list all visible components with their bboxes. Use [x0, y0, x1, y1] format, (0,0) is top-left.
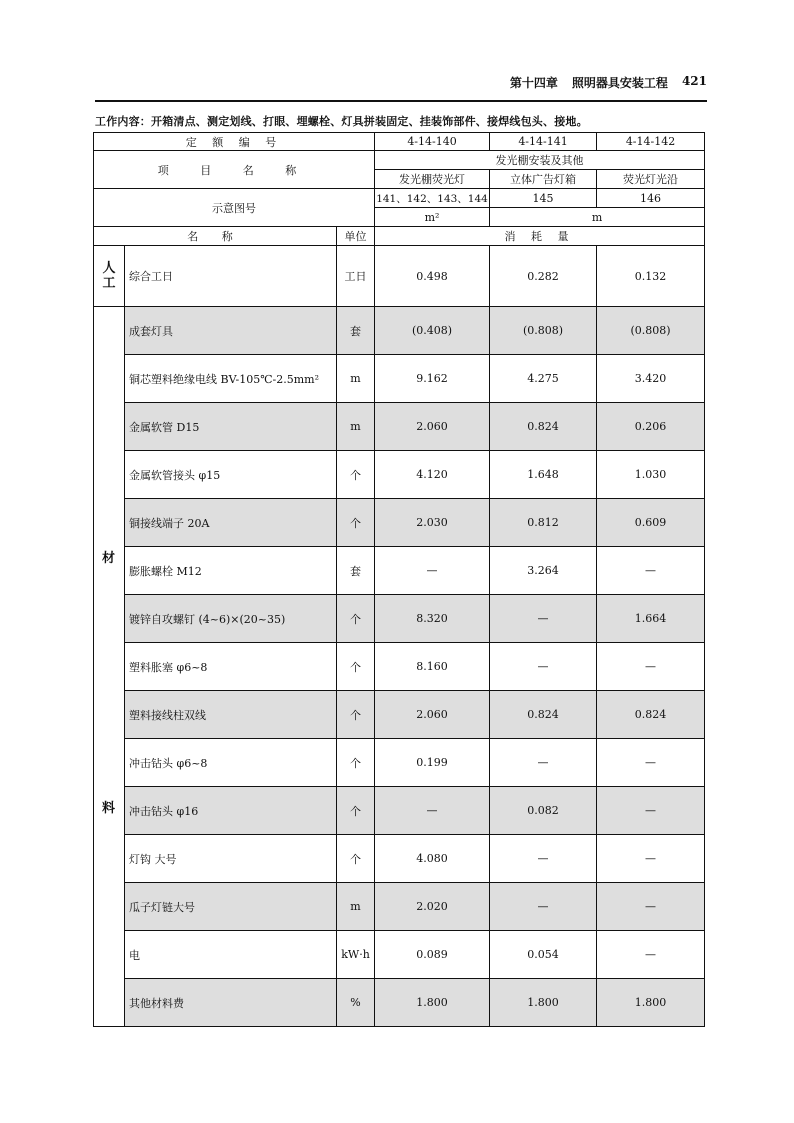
material-row [94, 931, 705, 979]
row-unit: 个 [337, 739, 375, 787]
row-value: 8.160 [375, 643, 490, 691]
row-name: 金属软管 D15 [125, 403, 337, 451]
row-value: 2.030 [375, 499, 490, 547]
row-value: 0.824 [490, 403, 597, 451]
material-row [94, 835, 705, 883]
row-value: 0.609 [597, 499, 705, 547]
row-value: 9.162 [375, 355, 490, 403]
row-name: 综合工日 [125, 246, 337, 307]
row-value: — [597, 835, 705, 883]
row-value: 1.664 [597, 595, 705, 643]
row-value: 3.264 [490, 547, 597, 595]
consumption-header: 消 耗 量 [375, 227, 705, 246]
diagram-label: 示意图号 [94, 189, 375, 227]
unit-value: m [490, 208, 705, 227]
row-name: 其他材料费 [125, 979, 337, 1027]
row-value: (0.808) [490, 307, 597, 355]
row-name: 膨胀螺栓 M12 [125, 547, 337, 595]
row-value: (0.808) [597, 307, 705, 355]
row-value: 0.282 [490, 246, 597, 307]
row-unit: 个 [337, 643, 375, 691]
row-value: — [490, 595, 597, 643]
material-category [94, 307, 125, 1027]
row-value: 1.800 [375, 979, 490, 1027]
quota-code: 4-14-141 [490, 133, 597, 151]
group-title-row [94, 151, 705, 170]
row-name: 冲击钻头 φ6~8 [125, 739, 337, 787]
category-char: 材 [102, 551, 116, 566]
row-unit: m [337, 883, 375, 931]
row-name: 电 [125, 931, 337, 979]
row-value: — [597, 931, 705, 979]
item-name: 发光棚荧光灯 [375, 170, 490, 189]
row-value: 0.089 [375, 931, 490, 979]
row-value: 0.824 [490, 691, 597, 739]
diagram-number: 141、142、143、144 [375, 189, 490, 208]
row-value: — [375, 547, 490, 595]
row-value: 3.420 [597, 355, 705, 403]
material-row [94, 547, 705, 595]
row-value: 4.120 [375, 451, 490, 499]
section-title: 照明器具安装工程 [571, 76, 668, 90]
material-row [94, 307, 705, 355]
row-unit: 套 [337, 307, 375, 355]
row-name: 金属软管接头 φ15 [125, 451, 337, 499]
row-name: 灯钩 大号 [125, 835, 337, 883]
row-value: 0.199 [375, 739, 490, 787]
material-row [94, 883, 705, 931]
diagram-number: 146 [597, 189, 705, 208]
row-value: 1.800 [490, 979, 597, 1027]
row-unit: m [337, 403, 375, 451]
quota-table [93, 132, 705, 1027]
row-value: 1.030 [597, 451, 705, 499]
row-name: 塑料胀塞 φ6~8 [125, 643, 337, 691]
material-row [94, 787, 705, 835]
row-value: — [597, 643, 705, 691]
item-name-label: 项 目 名 称 [94, 151, 375, 189]
diagram-number: 145 [490, 189, 597, 208]
row-unit: 个 [337, 595, 375, 643]
unit-column-header: 单位 [337, 227, 375, 246]
material-row [94, 499, 705, 547]
item-name: 荧光灯光沿 [597, 170, 705, 189]
material-row [94, 979, 705, 1027]
row-unit: 个 [337, 835, 375, 883]
row-value: 4.275 [490, 355, 597, 403]
category-char: 工 [102, 276, 116, 291]
row-value: 0.206 [597, 403, 705, 451]
row-unit: 工日 [337, 246, 375, 307]
row-value: — [490, 643, 597, 691]
row-value: 0.824 [597, 691, 705, 739]
row-value: 8.320 [375, 595, 490, 643]
page-header [95, 74, 707, 102]
row-value: 1.648 [490, 451, 597, 499]
row-unit: kW·h [337, 931, 375, 979]
material-row [94, 691, 705, 739]
row-value: 1.800 [597, 979, 705, 1027]
row-name: 铜接线端子 20A [125, 499, 337, 547]
material-row [94, 355, 705, 403]
quota-code: 4-14-140 [375, 133, 490, 151]
row-name: 瓜子灯链大号 [125, 883, 337, 931]
labor-category [94, 246, 125, 307]
material-row [94, 403, 705, 451]
row-value: (0.408) [375, 307, 490, 355]
row-value: — [375, 787, 490, 835]
quota-code: 4-14-142 [597, 133, 705, 151]
row-value: 0.132 [597, 246, 705, 307]
material-row [94, 451, 705, 499]
row-name: 成套灯具 [125, 307, 337, 355]
row-unit: 个 [337, 451, 375, 499]
row-name: 塑料接线柱双线 [125, 691, 337, 739]
row-unit: % [337, 979, 375, 1027]
page-number: 421 [681, 74, 707, 88]
name-column-header: 名 称 [94, 227, 337, 246]
row-value: — [490, 883, 597, 931]
row-value: 2.060 [375, 691, 490, 739]
quota-code-row [94, 133, 705, 151]
row-unit: 个 [337, 691, 375, 739]
row-value: 0.498 [375, 246, 490, 307]
row-value: — [597, 883, 705, 931]
row-name: 铜芯塑料绝缘电线 BV-105℃-2.5mm² [125, 355, 337, 403]
row-value: 2.020 [375, 883, 490, 931]
row-unit: m [337, 355, 375, 403]
row-value: 4.080 [375, 835, 490, 883]
diagram-row [94, 189, 705, 208]
row-value: — [490, 739, 597, 787]
unit-value: m² [375, 208, 490, 227]
row-name: 镀锌自攻螺钉 (4~6)×(20~35) [125, 595, 337, 643]
row-value: — [597, 547, 705, 595]
row-value: — [597, 787, 705, 835]
labor-row [94, 246, 705, 307]
row-value: 0.082 [490, 787, 597, 835]
category-char: 人 [102, 261, 116, 276]
quota-code-label: 定 额 编 号 [94, 133, 375, 151]
row-value: — [490, 835, 597, 883]
category-char: 料 [102, 801, 116, 816]
row-value: 2.060 [375, 403, 490, 451]
row-unit: 套 [337, 547, 375, 595]
item-name: 立体广告灯箱 [490, 170, 597, 189]
row-unit: 个 [337, 787, 375, 835]
material-row [94, 643, 705, 691]
chapter-label: 第十四章 [509, 76, 558, 90]
work-content: 工作内容：开箱清点、测定划线、打眼、埋螺栓、灯具拼装固定、挂装饰部件、接焊线包头、接地。 [95, 115, 588, 128]
row-name: 冲击钻头 φ16 [125, 787, 337, 835]
material-row [94, 739, 705, 787]
material-row [94, 595, 705, 643]
row-value: — [597, 739, 705, 787]
column-header-row [94, 227, 705, 246]
row-value: 0.812 [490, 499, 597, 547]
row-unit: 个 [337, 499, 375, 547]
row-value: 0.054 [490, 931, 597, 979]
group-title: 发光棚安装及其他 [375, 151, 705, 170]
